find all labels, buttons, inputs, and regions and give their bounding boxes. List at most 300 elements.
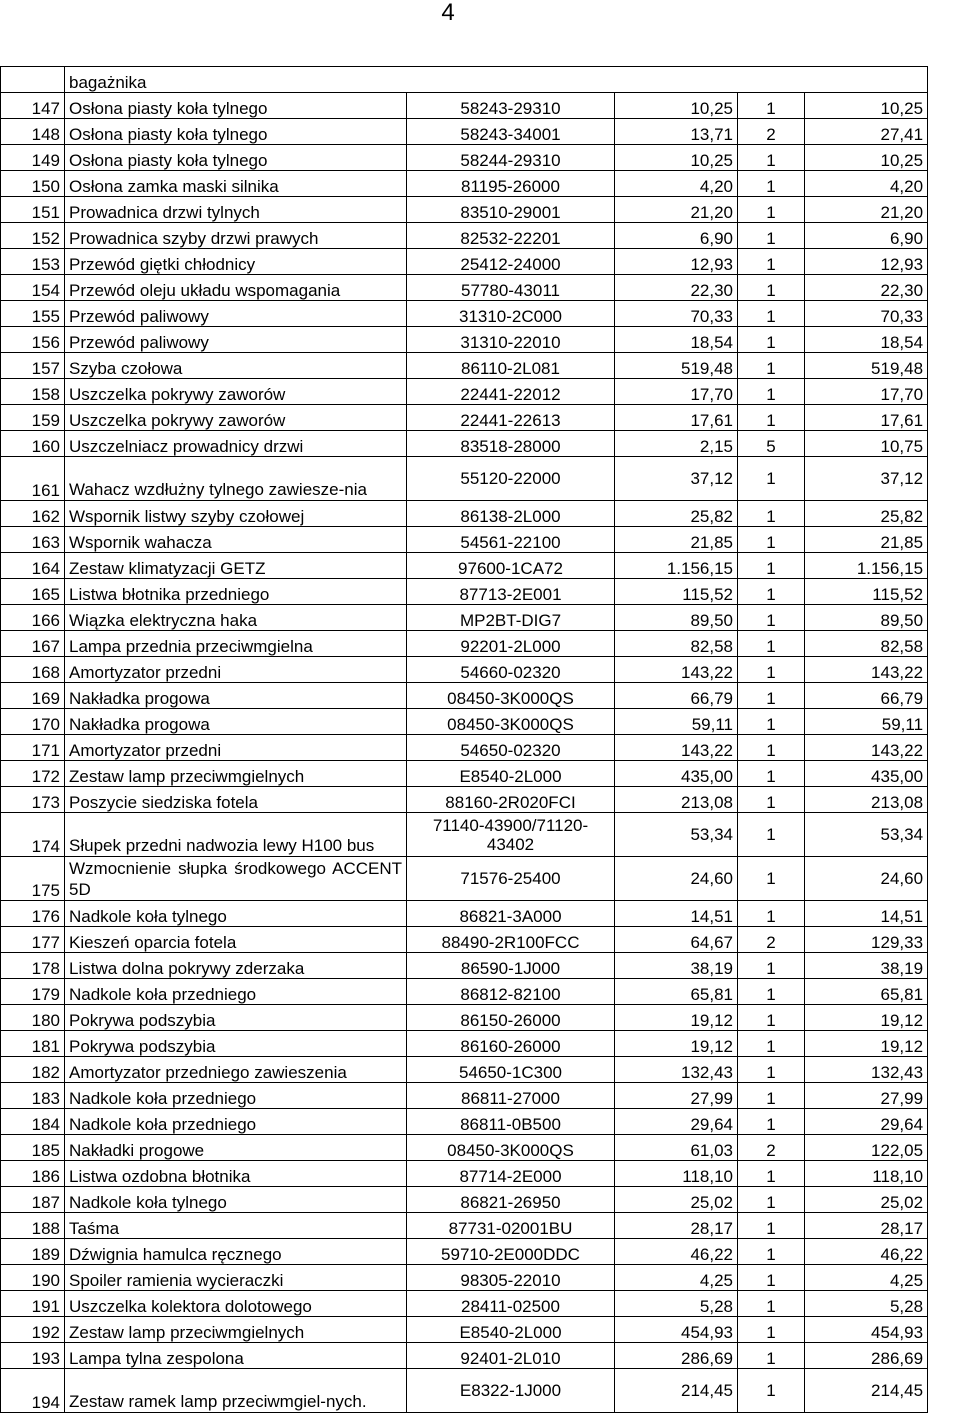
quantity: 1 <box>738 1187 805 1213</box>
table-row <box>1 605 928 631</box>
unit-price: 435,00 <box>615 761 738 787</box>
table-row <box>1 979 928 1005</box>
table-row <box>1 145 928 171</box>
part-name: Listwa dolna pokrywy zderzaka <box>65 953 407 979</box>
quantity: 1 <box>738 1265 805 1291</box>
part-name: Spoiler ramienia wycieraczki <box>65 1265 407 1291</box>
unit-price: 214,45 <box>615 1369 738 1413</box>
quantity: 1 <box>738 1317 805 1343</box>
part-code: 88160-2R020FCI <box>407 787 615 813</box>
item-number: 173 <box>1 787 65 813</box>
part-name: Zestaw klimatyzacji GETZ <box>65 553 407 579</box>
part-code: 08450-3K000QS <box>407 709 615 735</box>
quantity: 1 <box>738 979 805 1005</box>
quantity: 1 <box>738 953 805 979</box>
total-price: 214,45 <box>805 1369 928 1413</box>
part-code: 87714-2E000 <box>407 1161 615 1187</box>
table-row <box>1 1265 928 1291</box>
unit-price: 12,93 <box>615 249 738 275</box>
table-row <box>1 735 928 761</box>
part-name: Amortyzator przedni <box>65 735 407 761</box>
part-code: 86110-2L081 <box>407 353 615 379</box>
table-row <box>1 275 928 301</box>
part-code: 87713-2E001 <box>407 579 615 605</box>
total-price: 59,11 <box>805 709 928 735</box>
total-price: 143,22 <box>805 657 928 683</box>
total-price: 10,75 <box>805 431 928 457</box>
page-number: 4 <box>441 0 455 26</box>
unit-price: 66,79 <box>615 683 738 709</box>
part-name: Kieszeń oparcia fotela <box>65 927 407 953</box>
total-price: 27,41 <box>805 119 928 145</box>
quantity: 2 <box>738 1135 805 1161</box>
part-code: 86821-26950 <box>407 1187 615 1213</box>
total-price: 24,60 <box>805 857 928 901</box>
item-number: 190 <box>1 1265 65 1291</box>
quantity: 1 <box>738 1057 805 1083</box>
total-price: 22,30 <box>805 275 928 301</box>
total-price: 1.156,15 <box>805 553 928 579</box>
part-code: 92201-2L000 <box>407 631 615 657</box>
item-number: 155 <box>1 301 65 327</box>
part-name: Słupek przedni nadwozia lewy H100 bus <box>65 813 407 857</box>
item-number: 166 <box>1 605 65 631</box>
total-price: 37,12 <box>805 457 928 501</box>
part-code: MP2BT-DIG7 <box>407 605 615 631</box>
part-name: Osłona piasty koła tylnego <box>65 145 407 171</box>
item-number: 191 <box>1 1291 65 1317</box>
item-number: 156 <box>1 327 65 353</box>
part-code: 08450-3K000QS <box>407 683 615 709</box>
part-code: 58243-29310 <box>407 93 615 119</box>
unit-price: 10,25 <box>615 93 738 119</box>
part-name: Prowadnica drzwi tylnych <box>65 197 407 223</box>
item-number: 164 <box>1 553 65 579</box>
unit-price: 24,60 <box>615 857 738 901</box>
item-number: 152 <box>1 223 65 249</box>
table-row <box>1 431 928 457</box>
part-name: Nakładki progowe <box>65 1135 407 1161</box>
table-row <box>1 901 928 927</box>
table-row <box>1 1187 928 1213</box>
total-price: 10,25 <box>805 145 928 171</box>
table-row <box>1 119 928 145</box>
total-price: 27,99 <box>805 1083 928 1109</box>
unit-price: 46,22 <box>615 1239 738 1265</box>
total-price: 53,34 <box>805 813 928 857</box>
table-row <box>1 657 928 683</box>
item-number: 167 <box>1 631 65 657</box>
item-number: 153 <box>1 249 65 275</box>
part-name: Nadkole koła tylnego <box>65 901 407 927</box>
part-name: Nadkole koła przedniego <box>65 1109 407 1135</box>
part-code: 98305-22010 <box>407 1265 615 1291</box>
part-name: Nadkole koła przedniego <box>65 1083 407 1109</box>
part-name: Poszycie siedziska fotela <box>65 787 407 813</box>
item-number: 172 <box>1 761 65 787</box>
table-row <box>1 579 928 605</box>
item-number: 163 <box>1 527 65 553</box>
unit-price: 18,54 <box>615 327 738 353</box>
part-name: Przewód oleju układu wspomagania <box>65 275 407 301</box>
item-number: 182 <box>1 1057 65 1083</box>
quantity: 1 <box>738 1343 805 1369</box>
part-code: 86160-26000 <box>407 1031 615 1057</box>
unit-price: 10,25 <box>615 145 738 171</box>
table-row <box>1 787 928 813</box>
part-code: 86590-1J000 <box>407 953 615 979</box>
quantity: 1 <box>738 249 805 275</box>
unit-price: 19,12 <box>615 1031 738 1057</box>
part-name: Prowadnica szyby drzwi prawych <box>65 223 407 249</box>
table-row <box>1 93 928 119</box>
item-number: 151 <box>1 197 65 223</box>
part-name: Lampa tylna zespolona <box>65 1343 407 1369</box>
quantity: 1 <box>738 501 805 527</box>
part-code: 58244-29310 <box>407 145 615 171</box>
unit-price: 25,02 <box>615 1187 738 1213</box>
total-price: 435,00 <box>805 761 928 787</box>
item-number: 187 <box>1 1187 65 1213</box>
unit-price: 21,20 <box>615 197 738 223</box>
table-row <box>1 197 928 223</box>
part-name: Uszczelka pokrywy zaworów <box>65 405 407 431</box>
part-code: 82532-22201 <box>407 223 615 249</box>
total-price: 4,20 <box>805 171 928 197</box>
table-row <box>1 1031 928 1057</box>
part-code: 88490-2R100FCC <box>407 927 615 953</box>
item-number: 150 <box>1 171 65 197</box>
part-code: 83510-29001 <box>407 197 615 223</box>
part-code: 86821-3A000 <box>407 901 615 927</box>
parts-table <box>0 66 928 1413</box>
unit-price: 27,99 <box>615 1083 738 1109</box>
item-number: 194 <box>1 1369 65 1413</box>
table-row <box>1 1083 928 1109</box>
table-row <box>1 1343 928 1369</box>
quantity: 1 <box>738 857 805 901</box>
total-price: 70,33 <box>805 301 928 327</box>
quantity: 1 <box>738 1239 805 1265</box>
total-price: 82,58 <box>805 631 928 657</box>
unit-price: 53,34 <box>615 813 738 857</box>
item-number: 188 <box>1 1213 65 1239</box>
item-number: 161 <box>1 457 65 501</box>
part-code: 25412-24000 <box>407 249 615 275</box>
unit-price: 29,64 <box>615 1109 738 1135</box>
part-name: Wspornik wahacza <box>65 527 407 553</box>
unit-price: 13,71 <box>615 119 738 145</box>
part-name: Uszczelka kolektora dolotowego <box>65 1291 407 1317</box>
part-name: Nakładka progowa <box>65 683 407 709</box>
item-number: 179 <box>1 979 65 1005</box>
quantity: 1 <box>738 813 805 857</box>
total-price: 10,25 <box>805 93 928 119</box>
table-row <box>1 457 928 501</box>
section-heading: bagażnika <box>65 67 928 93</box>
table-row <box>1 761 928 787</box>
total-price: 213,08 <box>805 787 928 813</box>
table-row <box>1 327 928 353</box>
part-code: E8540-2L000 <box>407 1317 615 1343</box>
item-number: 168 <box>1 657 65 683</box>
part-name: Wzmocnienie słupka środkowego ACCENT 5D <box>65 857 407 901</box>
unit-price: 19,12 <box>615 1005 738 1031</box>
quantity: 1 <box>738 1291 805 1317</box>
quantity: 1 <box>738 223 805 249</box>
total-price: 66,79 <box>805 683 928 709</box>
item-number: 158 <box>1 379 65 405</box>
unit-price: 132,43 <box>615 1057 738 1083</box>
item-number: 193 <box>1 1343 65 1369</box>
item-number: 183 <box>1 1083 65 1109</box>
unit-price: 59,11 <box>615 709 738 735</box>
unit-price: 118,10 <box>615 1161 738 1187</box>
total-price: 4,25 <box>805 1265 928 1291</box>
unit-price: 28,17 <box>615 1213 738 1239</box>
unit-price: 17,61 <box>615 405 738 431</box>
item-number: 185 <box>1 1135 65 1161</box>
item-number: 192 <box>1 1317 65 1343</box>
quantity: 1 <box>738 327 805 353</box>
part-name: Lampa przednia przeciwmgielna <box>65 631 407 657</box>
unit-price: 143,22 <box>615 657 738 683</box>
quantity: 1 <box>738 683 805 709</box>
unit-price: 1.156,15 <box>615 553 738 579</box>
total-price: 5,28 <box>805 1291 928 1317</box>
unit-price: 61,03 <box>615 1135 738 1161</box>
total-price: 21,85 <box>805 527 928 553</box>
part-name: Szyba czołowa <box>65 353 407 379</box>
quantity: 1 <box>738 787 805 813</box>
unit-price: 519,48 <box>615 353 738 379</box>
part-code: E8322-1J000 <box>407 1369 615 1413</box>
table-row <box>1 553 928 579</box>
unit-price: 21,85 <box>615 527 738 553</box>
part-name: Nadkole koła tylnego <box>65 1187 407 1213</box>
item-number: 186 <box>1 1161 65 1187</box>
part-code: 86138-2L000 <box>407 501 615 527</box>
unit-price: 64,67 <box>615 927 738 953</box>
item-number: 160 <box>1 431 65 457</box>
total-price: 129,33 <box>805 927 928 953</box>
table-row <box>1 353 928 379</box>
part-code: 31310-2C000 <box>407 301 615 327</box>
part-code: 83518-28000 <box>407 431 615 457</box>
part-code: 86811-0B500 <box>407 1109 615 1135</box>
item-number: 157 <box>1 353 65 379</box>
total-price: 38,19 <box>805 953 928 979</box>
part-code: 71576-25400 <box>407 857 615 901</box>
quantity: 1 <box>738 1161 805 1187</box>
part-name: Zestaw ramek lamp przeciwmgiel-nych. <box>65 1369 407 1413</box>
table-row <box>1 1057 928 1083</box>
total-price: 19,12 <box>805 1005 928 1031</box>
item-number: 178 <box>1 953 65 979</box>
table-row <box>1 1291 928 1317</box>
quantity: 1 <box>738 657 805 683</box>
quantity: 5 <box>738 431 805 457</box>
table-row <box>1 527 928 553</box>
item-number: 149 <box>1 145 65 171</box>
total-price: 132,43 <box>805 1057 928 1083</box>
part-name: Pokrywa podszybia <box>65 1005 407 1031</box>
item-number: 147 <box>1 93 65 119</box>
part-name: Wahacz wzdłużny tylnego zawiesze-nia <box>65 457 407 501</box>
part-code: 87731-02001BU <box>407 1213 615 1239</box>
total-price: 17,61 <box>805 405 928 431</box>
item-number: 181 <box>1 1031 65 1057</box>
total-price: 89,50 <box>805 605 928 631</box>
part-code: 86150-26000 <box>407 1005 615 1031</box>
quantity: 2 <box>738 119 805 145</box>
quantity: 1 <box>738 527 805 553</box>
total-price: 21,20 <box>805 197 928 223</box>
table-row <box>1 631 928 657</box>
part-name: Listwa ozdobna błotnika <box>65 1161 407 1187</box>
table-row <box>1 301 928 327</box>
item-number: 171 <box>1 735 65 761</box>
table-row <box>1 379 928 405</box>
part-code: 97600-1CA72 <box>407 553 615 579</box>
unit-price: 25,82 <box>615 501 738 527</box>
part-name: Wiązka elektryczna haka <box>65 605 407 631</box>
quantity: 1 <box>738 579 805 605</box>
item-number: 165 <box>1 579 65 605</box>
total-price: 29,64 <box>805 1109 928 1135</box>
unit-price: 213,08 <box>615 787 738 813</box>
total-price: 122,05 <box>805 1135 928 1161</box>
quantity: 1 <box>738 275 805 301</box>
part-code: 86811-27000 <box>407 1083 615 1109</box>
unit-price: 22,30 <box>615 275 738 301</box>
part-code: 59710-2E000DDC <box>407 1239 615 1265</box>
quantity: 1 <box>738 197 805 223</box>
part-name: Przewód paliwowy <box>65 301 407 327</box>
table-row <box>1 1317 928 1343</box>
total-price: 25,02 <box>805 1187 928 1213</box>
table-row <box>1 1369 928 1413</box>
table-row <box>1 223 928 249</box>
quantity: 1 <box>738 353 805 379</box>
unit-price: 5,28 <box>615 1291 738 1317</box>
total-price: 18,54 <box>805 327 928 353</box>
unit-price: 14,51 <box>615 901 738 927</box>
table-row <box>1 709 928 735</box>
part-name: Osłona piasty koła tylnego <box>65 119 407 145</box>
table-row <box>1 1161 928 1187</box>
table-row <box>1 405 928 431</box>
unit-price: 37,12 <box>615 457 738 501</box>
quantity: 1 <box>738 1369 805 1413</box>
table-row <box>1 1213 928 1239</box>
quantity: 1 <box>738 1213 805 1239</box>
part-name: Przewód giętki chłodnicy <box>65 249 407 275</box>
part-code: E8540-2L000 <box>407 761 615 787</box>
part-code: 31310-22010 <box>407 327 615 353</box>
item-number: 154 <box>1 275 65 301</box>
part-code: 86812-82100 <box>407 979 615 1005</box>
quantity: 1 <box>738 93 805 119</box>
part-code: 71140-43900/71120-43402 <box>407 813 615 857</box>
quantity: 1 <box>738 553 805 579</box>
total-price: 17,70 <box>805 379 928 405</box>
unit-price: 70,33 <box>615 301 738 327</box>
part-name: Wspornik listwy szyby czołowej <box>65 501 407 527</box>
total-price: 118,10 <box>805 1161 928 1187</box>
table-row <box>1 1135 928 1161</box>
quantity: 1 <box>738 1109 805 1135</box>
part-name: Taśma <box>65 1213 407 1239</box>
total-price: 28,17 <box>805 1213 928 1239</box>
part-name: Osłona piasty koła tylnego <box>65 93 407 119</box>
part-name: Dźwignia hamulca ręcznego <box>65 1239 407 1265</box>
quantity: 1 <box>738 605 805 631</box>
table-cell-num <box>1 67 65 93</box>
part-code: 81195-26000 <box>407 171 615 197</box>
total-price: 115,52 <box>805 579 928 605</box>
table-row <box>1 249 928 275</box>
quantity: 1 <box>738 901 805 927</box>
item-number: 189 <box>1 1239 65 1265</box>
part-name: Nadkole koła przedniego <box>65 979 407 1005</box>
quantity: 1 <box>738 761 805 787</box>
total-price: 143,22 <box>805 735 928 761</box>
part-name: Amortyzator przedni <box>65 657 407 683</box>
quantity: 1 <box>738 301 805 327</box>
part-name: Zestaw lamp przeciwmgielnych <box>65 761 407 787</box>
part-code: 28411-02500 <box>407 1291 615 1317</box>
part-code: 55120-22000 <box>407 457 615 501</box>
unit-price: 143,22 <box>615 735 738 761</box>
total-price: 454,93 <box>805 1317 928 1343</box>
table-row <box>1 927 928 953</box>
unit-price: 89,50 <box>615 605 738 631</box>
unit-price: 4,25 <box>615 1265 738 1291</box>
item-number: 148 <box>1 119 65 145</box>
table-row <box>1 171 928 197</box>
quantity: 1 <box>738 171 805 197</box>
total-price: 12,93 <box>805 249 928 275</box>
part-code: 08450-3K000QS <box>407 1135 615 1161</box>
part-code: 92401-2L010 <box>407 1343 615 1369</box>
quantity: 1 <box>738 631 805 657</box>
total-price: 65,81 <box>805 979 928 1005</box>
quantity: 1 <box>738 1005 805 1031</box>
total-price: 519,48 <box>805 353 928 379</box>
table-row <box>1 1239 928 1265</box>
quantity: 2 <box>738 927 805 953</box>
part-code: 54650-02320 <box>407 735 615 761</box>
table-row <box>1 953 928 979</box>
unit-price: 115,52 <box>615 579 738 605</box>
total-price: 46,22 <box>805 1239 928 1265</box>
item-number: 175 <box>1 857 65 901</box>
part-name: Nakładka progowa <box>65 709 407 735</box>
item-number: 174 <box>1 813 65 857</box>
quantity: 1 <box>738 145 805 171</box>
table-row <box>1 1005 928 1031</box>
table-row <box>1 683 928 709</box>
part-name: Pokrywa podszybia <box>65 1031 407 1057</box>
unit-price: 4,20 <box>615 171 738 197</box>
table-row <box>1 813 928 857</box>
quantity: 1 <box>738 405 805 431</box>
part-name: Amortyzator przedniego zawieszenia <box>65 1057 407 1083</box>
total-price: 25,82 <box>805 501 928 527</box>
unit-price: 82,58 <box>615 631 738 657</box>
table-row <box>1 1109 928 1135</box>
